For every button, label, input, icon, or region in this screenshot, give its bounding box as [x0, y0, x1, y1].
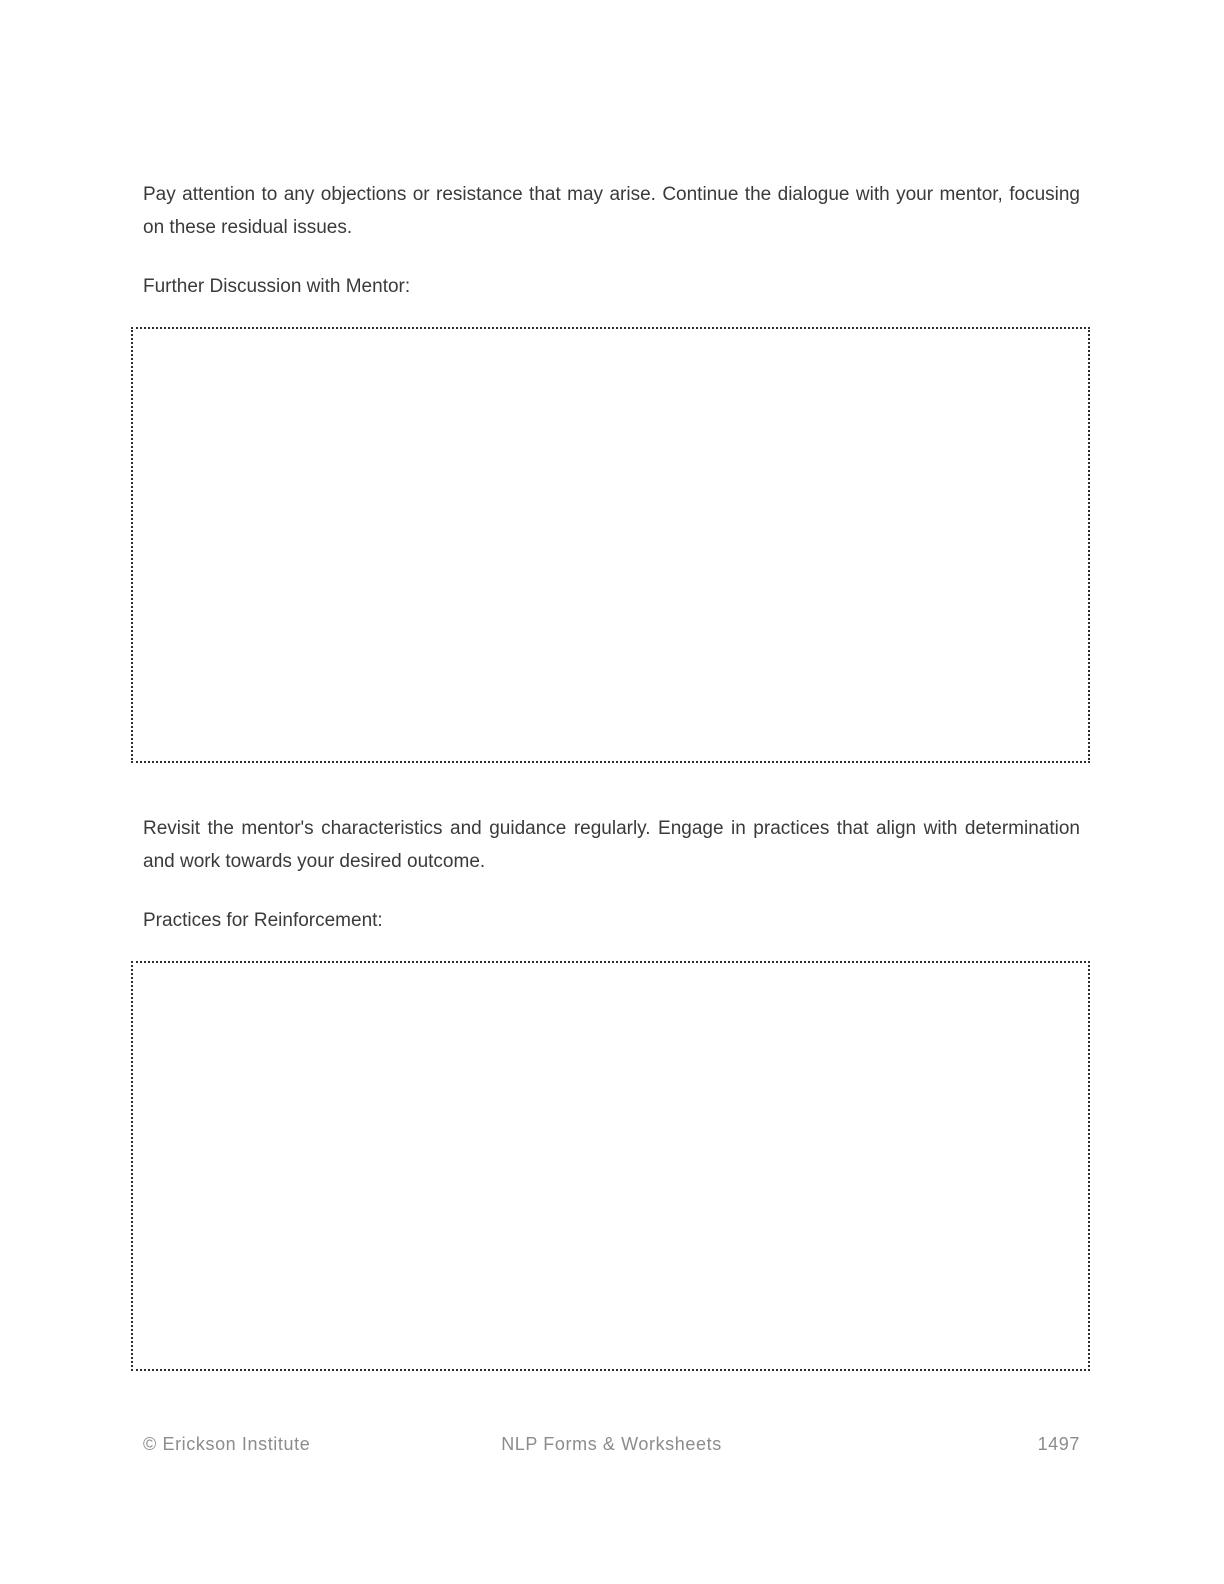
field-label-practices-reinforcement: Practices for Reinforcement: [143, 910, 383, 931]
writing-area-further-discussion[interactable] [131, 327, 1090, 763]
footer-document-title: NLP Forms & Worksheets [501, 1434, 722, 1454]
footer-copyright: © Erickson Institute [143, 1434, 311, 1454]
field-label-further-discussion: Further Discussion with Mentor: [143, 276, 411, 297]
instruction-paragraph-revisit: Revisit the mentor's characteristics and guidance regularly. Engage in practices that align with determination and work towards your desired outcome. [143, 818, 1080, 872]
footer-page-number: 1497 [1037, 1434, 1081, 1454]
writing-area-practices-reinforcement[interactable] [131, 961, 1090, 1371]
page-footer [143, 1434, 1080, 1455]
instruction-paragraph-objections: Pay attention to any objections or resistance that may arise. Continue the dialogue with your mentor, focusing on these residual issues. [143, 184, 1080, 238]
